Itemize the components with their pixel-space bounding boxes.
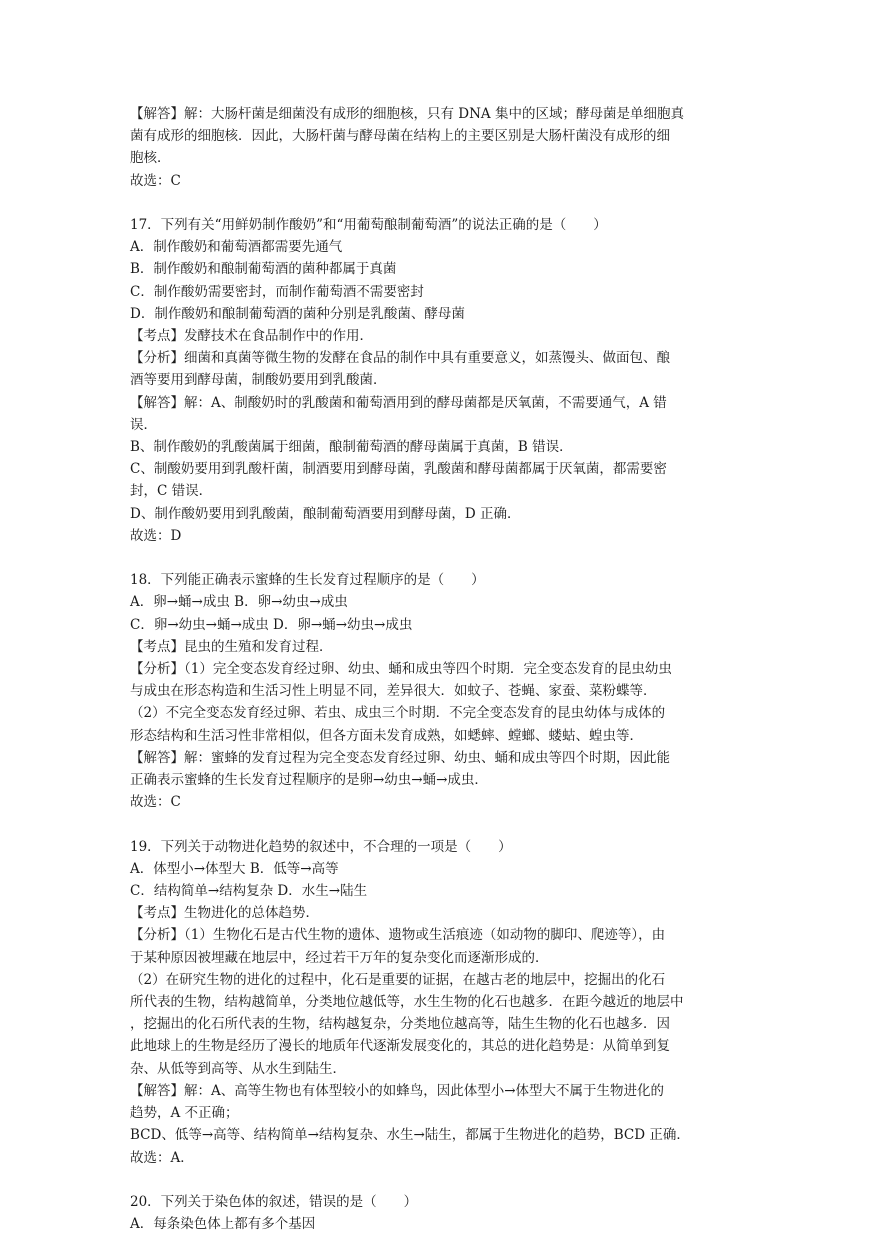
paragraph-gap xyxy=(130,547,742,569)
answer-line: 正确表示蜜蜂的生长发育过程顺序的是卵→幼虫→蛹→成虫． xyxy=(130,772,488,789)
analysis-line: 【分析】（1）生物化石是古代生物的遗体、遗物或生活痕迹（如动物的脚印、爬迹等），由 xyxy=(130,927,666,944)
analysis-line: ，挖掘出的化石所代表的生物，结构越复杂，分类地位越高等，陆生生物的化石也越多．因 xyxy=(130,1016,670,1033)
text-line: 菌有成形的细胞核．因此，大肠杆菌与酵母菌在结构上的主要区别是大肠杆菌没有成形的细 xyxy=(130,128,670,145)
answer-line: C、制酸奶要用到乳酸杆菌，制酒要用到酵母菌，乳酸菌和酵母菌都属于厌氧菌，都需要密 xyxy=(130,461,667,478)
text-line: 故选：C xyxy=(130,172,181,189)
question-block-20 xyxy=(130,1191,742,1235)
answer-line: 封，C 错误． xyxy=(130,483,213,500)
text-line: 【解答】解：大肠杆菌是细菌没有成形的细胞核，只有 DNA 集中的区域；酵母菌是单细胞真 xyxy=(130,106,684,122)
question-stem: 19．下列关于动物进化趋势的叙述中，不合理的一项是（ ） xyxy=(130,838,512,855)
analysis-line: 于某种原因被埋藏在地层中，经过若干万年的复杂变化而逐渐形成的． xyxy=(130,949,549,966)
option-b: B．制作酸奶和酿制葡萄酒的菌种都属于真菌 xyxy=(130,261,397,278)
choice-line: 故选：C xyxy=(130,794,181,811)
option-a: A．每条染色体上都有多个基因 xyxy=(130,1216,316,1233)
analysis-line: 酒等要用到酵母菌，制酸奶要用到乳酸菌． xyxy=(130,372,387,389)
analysis-line: （2）在研究生物的进化的过程中，化石是重要的证据，在越古老的地层中，挖掘出的化石 xyxy=(130,971,666,988)
kaodian-line: 【考点】发酵技术在食品制作中的作用． xyxy=(130,328,373,345)
question-block-17 xyxy=(130,214,742,547)
answer-line: 误． xyxy=(130,416,157,433)
answer-line: 【解答】解：A、制酸奶时的乳酸菌和葡萄酒用到的酵母菌都是厌氧菌，不需要通气，A 错 xyxy=(130,394,667,411)
option-a: A．制作酸奶和葡萄酒都需要先通气 xyxy=(130,239,343,256)
option-c: C．制作酸奶需要密封，而制作葡萄酒不需要密封 xyxy=(130,283,424,300)
paragraph-gap xyxy=(130,813,742,835)
analysis-line: 【分析】细菌和真菌等微生物的发酵在食品的制作中具有重要意义，如蒸馒头、做面包、酿 xyxy=(130,350,670,367)
answer-line: BCD、低等→高等、结构简单→结构复杂、水生→陆生，都属于生物进化的趋势，BCD 正确． xyxy=(130,1127,690,1144)
document-body xyxy=(130,103,742,1235)
kaodian-line: 【考点】生物进化的总体趋势． xyxy=(130,905,319,922)
analysis-line: （2）不完全变态发育经过卵、若虫、成虫三个时期．不完全变态发育的昆虫幼体与成体的 xyxy=(130,705,666,722)
analysis-line: 【分析】（1）完全变态发育经过卵、幼虫、蛹和成虫等四个时期．完全变态发育的昆虫幼虫 xyxy=(130,661,672,678)
text-line: 胞核． xyxy=(130,150,171,167)
choice-line: 故选：A． xyxy=(130,1149,194,1166)
option-d: D．制作酸奶和酿制葡萄酒的菌种分别是乳酸菌、酵母菌 xyxy=(130,305,465,322)
question-stem: 17．下列有关“用鲜奶制作酸奶”和“用葡萄酿制葡萄酒”的说法正确的是（ ） xyxy=(130,217,607,233)
answer-line: 【解答】解：蜜蜂的发育过程为完全变态发育经过卵、幼虫、蛹和成虫等四个时期，因此能 xyxy=(130,749,670,766)
question-stem: 18．下列能正确表示蜜蜂的生长发育过程顺序的是（ ） xyxy=(130,572,485,589)
answer-line: D、制作酸奶要用到乳酸菌，酿制葡萄酒要用到酵母菌，D 正确． xyxy=(130,505,521,522)
question-block-19 xyxy=(130,836,742,1169)
analysis-line: 杂、从低等到高等、从水生到陆生． xyxy=(130,1060,346,1077)
paragraph-gap xyxy=(130,192,742,214)
analysis-line: 此地球上的生物是经历了漫长的地质年代逐渐发展变化的，其总的进化趋势是：从简单到复 xyxy=(130,1038,670,1055)
analysis-line: 形态结构和生活习性非常相似，但各方面未发育成熟，如蟋蟀、螳螂、蝼蛄、蝗虫等． xyxy=(130,727,643,744)
answer-block-16 xyxy=(130,103,742,192)
question-stem: 20．下列关于染色体的叙述，错误的是（ ） xyxy=(130,1193,418,1210)
analysis-line: 与成虫在形态构造和生活习性上明显不同，差异很大．如蚊子、苍蝇、家蚕、菜粉蝶等． xyxy=(130,683,657,700)
paragraph-gap xyxy=(130,1169,742,1191)
answer-line: 【解答】解：A、高等生物也有体型较小的如蜂鸟，因此体型小→体型大不属于生物进化的 xyxy=(130,1082,665,1099)
answer-line: 趋势，A 不正确； xyxy=(130,1105,239,1122)
question-block-18 xyxy=(130,569,742,813)
answer-line: B、制作酸奶的乳酸菌属于细菌，酿制葡萄酒的酵母菌属于真菌，B 错误． xyxy=(130,439,573,456)
options-cd: C．卵→幼虫→蛹→成虫 D．卵→蛹→幼虫→成虫 xyxy=(130,616,413,633)
options-ab: A．卵→蛹→成虫 B．卵→幼虫→成虫 xyxy=(130,594,348,611)
analysis-line: 所代表的生物，结构越简单，分类地位越低等，水生生物的化石也越多．在距今越近的地层中 xyxy=(130,994,684,1011)
kaodian-line: 【考点】昆虫的生殖和发育过程． xyxy=(130,638,333,655)
options-cd: C．结构简单→结构复杂 D．水生→陆生 xyxy=(130,883,368,900)
options-ab: A．体型小→体型大 B．低等→高等 xyxy=(130,860,339,877)
choice-line: 故选：D xyxy=(130,527,182,544)
